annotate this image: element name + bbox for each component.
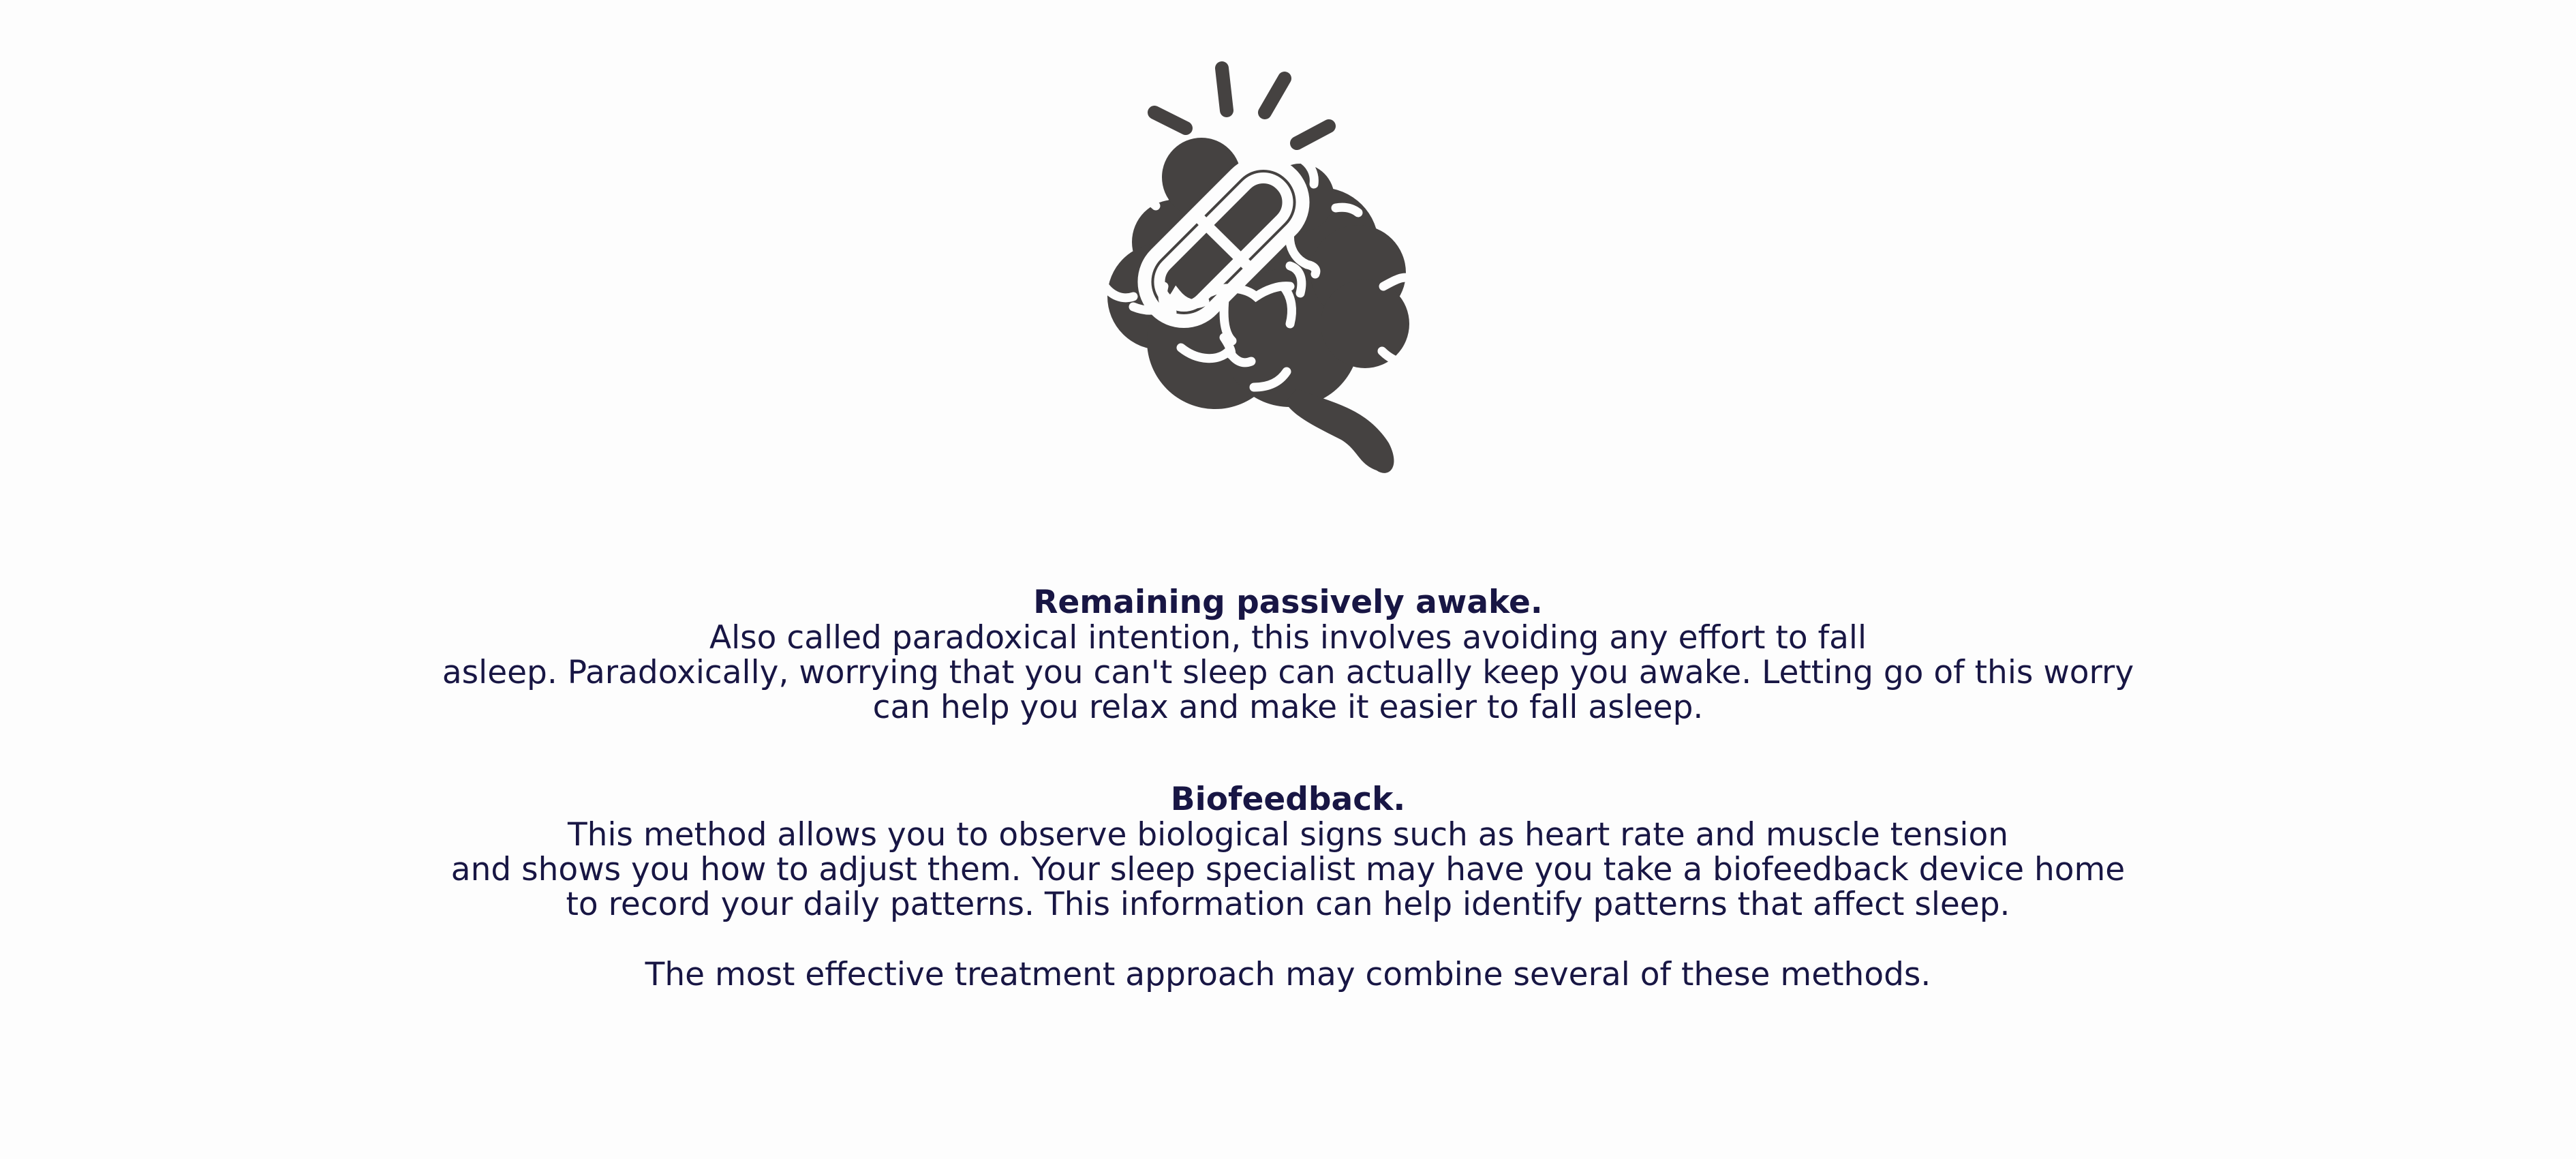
body-line: This method allows you to observe biological signs such as heart rate and muscle tension	[567, 816, 2009, 854]
closing-line: The most effective treatment approach may combine several of these methods.	[645, 956, 1931, 993]
content	[0, 585, 2576, 992]
section-heading-passively-awake: Remaining passively awake.	[1033, 584, 1543, 621]
body-line: can help you relax and make it easier to fall asleep.	[872, 689, 1704, 726]
body-line: Also called paradoxical intention, this involves avoiding any effort to fall	[709, 619, 1867, 657]
section-heading-biofeedback: Biofeedback.	[1170, 781, 1406, 818]
brain-with-pill-icon	[1096, 61, 1491, 484]
body-line: and shows you how to adjust them. Your sleep specialist may have you take a biofeedback device home	[450, 851, 2126, 888]
sparkle-rays	[1154, 68, 1329, 143]
body-line: to record your daily patterns. This information can help identify patterns that affect sleep.	[566, 886, 2010, 923]
section-body-biofeedback	[0, 817, 2576, 922]
closing-statement	[0, 957, 2576, 992]
body-line: asleep. Paradoxically, worrying that you can't sleep can actually keep you awake. Letting go of this worry	[442, 654, 2134, 691]
section-body-passively-awake	[0, 620, 2576, 725]
